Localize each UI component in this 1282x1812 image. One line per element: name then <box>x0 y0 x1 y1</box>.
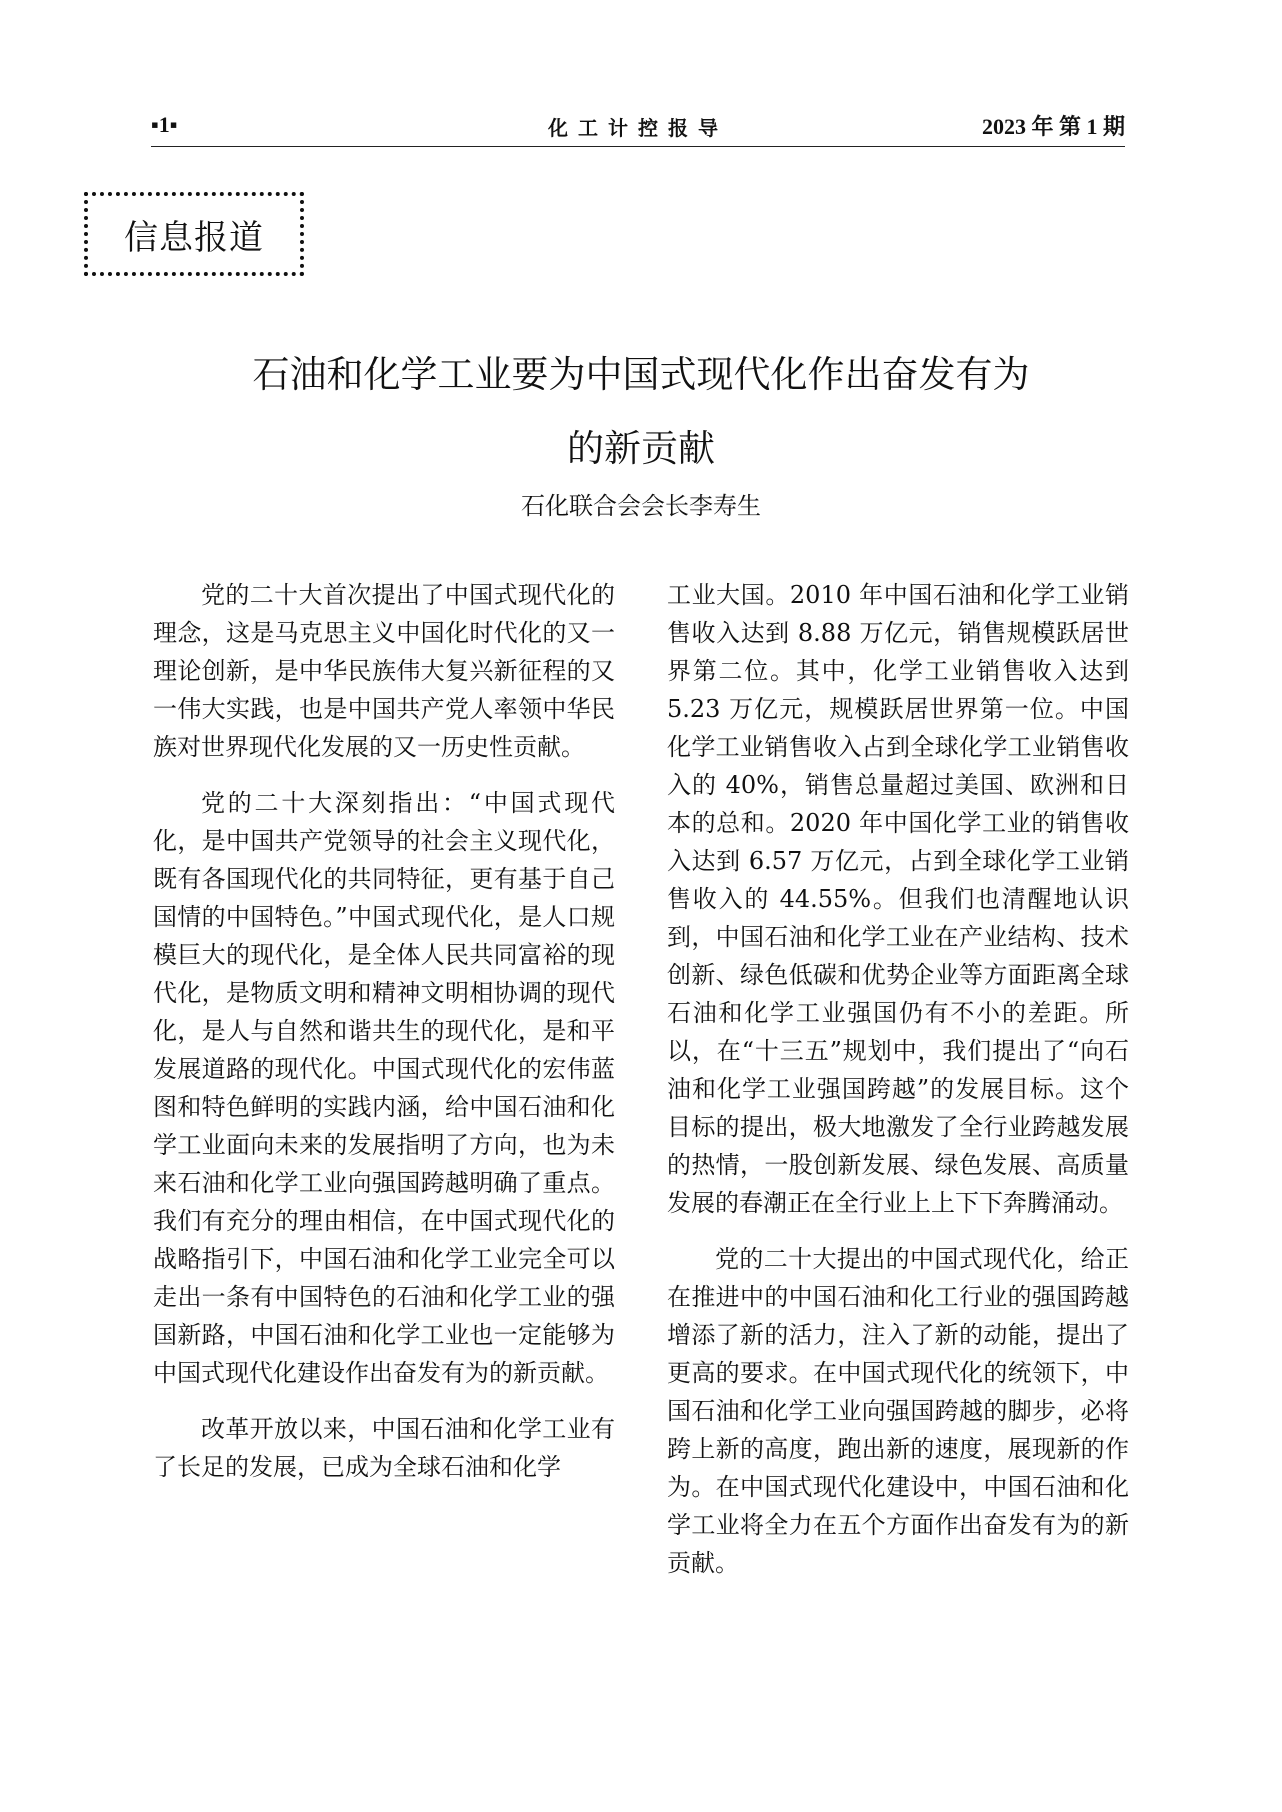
paragraph: 党的二十大深刻指出：“中国式现代化，是中国共产党领导的社会主义现代化，既有各国现代化的共同特征，更有基于自己国情的中国特色。”中国式现代化，是人口规模巨大的现代化，是全体人民共同富裕的现代化，是物质文明和精神文明相协调的现代化，是人与自然和谐共生的现代化，是和平发展道路的现代化。中国式现代化的宏伟蓝图和特色鲜明的实践内涵，给中国石油和化学工业面向未来的发展指明了方向，也为未来石油和化学工业向强国跨越明确了重点。我们有充分的理由相信，在中国式现代化的战略指引下，中国石油和化学工业完全可以走出一条有中国特色的石油和化学工业的强国新路，中国石油和化学工业也一定能够为中国式现代化建设作出奋发有为的新贡献。 <box>153 789 615 1387</box>
section-box <box>84 192 304 276</box>
paragraph: 党的二十大提出的中国式现代化，给正在推进中的中国石油和化工行业的强国跨越增添了新的活力，注入了新的动能，提出了更高的要求。在中国式现代化的统领下，中国石油和化学工业向强国跨越的脚步，必将跨上新的高度，跑出新的速度，展现新的作为。在中国式现代化建设中，中国石油和化学工业将全力在五个方面作出奋发有为的新贡献。 <box>667 1245 1129 1577</box>
title-line-2: 的新贡献 <box>567 427 715 470</box>
page-number: ▪1▪ <box>151 112 178 137</box>
paragraph: 党的二十大首次提出了中国式现代化的理念，这是马克思主义中国化时代化的又一理论创新，是中华民族伟大复兴新征程的又一伟大实践，也是中国共产党人率领中华民族对世界现代化发展的又一历史性贡献。 <box>153 581 615 761</box>
page-header <box>151 106 1125 147</box>
article-title <box>150 338 1132 486</box>
issue-label: 2023 年 第 1 期 <box>981 114 1125 139</box>
paragraph: 改革开放以来，中国石油和化学工业有了长足的发展，已成为全球石油和化学 <box>153 1415 615 1481</box>
right-column <box>667 576 1129 1600</box>
paragraph: 工业大国。2010 年中国石油和化学工业销售收入达到 8.88 万亿元，销售规模跃居世界第二位。其中，化学工业销售收入达到 5.23 万亿元，规模跃居世界第一位。中国化学工业销售收入占到全球化学工业销售收入的 40%，销售总量超过美国、欧洲和日本的总和。2020 年中国化学工业的销售收入达到 6.57 万亿元，占到全球化学工业销售收入的 44.55%。但我们也清醒地认识到，中国石油和化学工业在产业结构、技术创新、绿色低碳和优势企业等方面距离全球石油和化学工业强国仍有不小的差距。所以，在“十三五”规划中，我们提出了“向石油和化学工业强国跨越”的发展目标。这个目标的提出，极大地激发了全行业跨越发展的热情，一股创新发展、绿色发展、高质量发展的春潮正在全行业上上下下奔腾涌动。 <box>667 581 1129 1217</box>
left-column <box>153 576 615 1504</box>
title-line-1: 石油和化学工业要为中国式现代化作出奋发有为 <box>252 353 1030 396</box>
section-label: 信息报道 <box>124 217 264 258</box>
article-author: 石化联合会会长李寿生 <box>521 492 761 520</box>
journal-name: 化工计控报导 <box>548 116 728 140</box>
